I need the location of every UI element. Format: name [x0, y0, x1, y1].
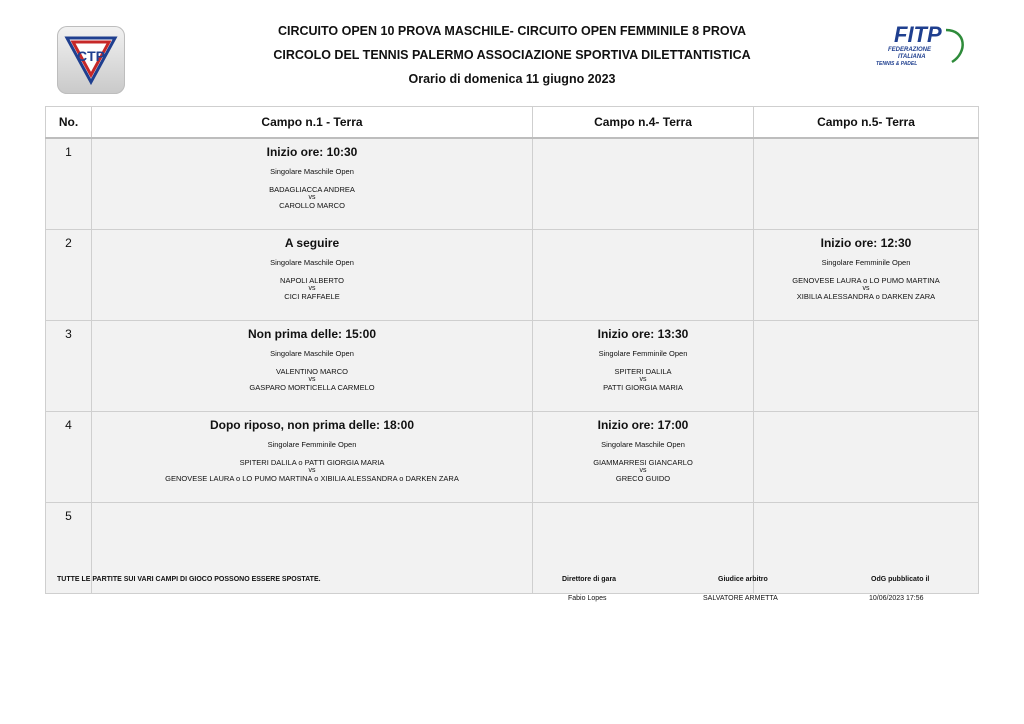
svg-text:ITALIANA: ITALIANA [898, 54, 926, 60]
row-number: 3 [46, 321, 92, 412]
fitp-logo [874, 22, 970, 72]
player-2: CICI RAFFAELE [284, 292, 340, 301]
svg-text:CTP: CTP [77, 48, 105, 64]
director-label: Direttore di gara [562, 576, 617, 583]
col-header-court5: Campo n.5- Terra [754, 107, 979, 139]
player-1: BADAGLIACCA ANDREA [269, 185, 355, 194]
versus: vs [308, 285, 316, 292]
published-label: OdG pubblicato il [871, 576, 930, 583]
svg-text:FEDERAZIONE: FEDERAZIONE [888, 47, 932, 53]
versus: vs [639, 376, 647, 383]
table-row [46, 321, 979, 412]
row-number: 4 [46, 412, 92, 503]
row-number: 5 [46, 503, 92, 594]
footer-note: TUTTE LE PARTITE SUI VARI CAMPI DI GIOCO POSSONO ESSERE SPOSTATE. [57, 576, 321, 583]
player-2: CAROLLO MARCO [279, 201, 345, 210]
match-category: Singolare Femminile Open [821, 258, 911, 267]
svg-text:FITP: FITP [894, 22, 942, 47]
table-row [46, 230, 979, 321]
table-row [46, 412, 979, 503]
empty-cell [754, 138, 979, 230]
versus: vs [639, 467, 647, 474]
player-1: NAPOLI ALBERTO [280, 276, 344, 285]
referee-label: Giudice arbitro [718, 576, 768, 583]
match-start: A seguire [284, 236, 340, 250]
player-2: GENOVESE LAURA o LO PUMO MARTINA o XIBILIA ALESSANDRA o DARKEN ZARA [165, 474, 459, 483]
match-category: Singolare Femminile Open [598, 349, 688, 358]
match-cell [92, 230, 533, 321]
match-start: Inizio ore: 10:30 [266, 145, 358, 159]
table-row [46, 138, 979, 230]
versus: vs [308, 467, 316, 474]
ctp-logo-icon [63, 32, 119, 88]
player-1: SPITERI DALILA o PATTI GIORGIA MARIA [239, 458, 385, 467]
match-category: Singolare Maschile Open [270, 258, 354, 267]
versus: vs [308, 376, 316, 383]
match-cell [533, 412, 754, 503]
match-cell [533, 321, 754, 412]
col-header-no: No. [46, 107, 92, 139]
match-start: Inizio ore: 12:30 [820, 236, 912, 250]
match-start: Non prima delle: 15:00 [247, 327, 377, 341]
player-2: GASPARO MORTICELLA CARMELO [249, 383, 375, 392]
versus: vs [862, 285, 870, 292]
empty-cell [754, 412, 979, 503]
empty-cell [533, 230, 754, 321]
row-number: 2 [46, 230, 92, 321]
match-cell [92, 138, 533, 230]
col-header-court4: Campo n.4- Terra [533, 107, 754, 139]
player-2: PATTI GIORGIA MARIA [603, 383, 683, 392]
table-header-row [46, 107, 979, 139]
ctp-logo [57, 26, 125, 94]
match-cell [92, 412, 533, 503]
versus: vs [308, 194, 316, 201]
match-category: Singolare Maschile Open [270, 167, 354, 176]
match-category: Singolare Maschile Open [601, 440, 685, 449]
empty-cell [754, 321, 979, 412]
player-1: SPITERI DALILA [614, 367, 672, 376]
title-line-1: CIRCUITO OPEN 10 PROVA MASCHILE- CIRCUITO OPEN FEMMINILE 8 PROVA [277, 24, 747, 38]
match-start: Inizio ore: 17:00 [597, 418, 689, 432]
schedule-date: Orario di domenica 11 giugno 2023 [408, 72, 616, 86]
match-start: Inizio ore: 13:30 [597, 327, 689, 341]
title-line-2: CIRCOLO DEL TENNIS PALERMO ASSOCIAZIONE SPORTIVA DILETTANTISTICA [273, 48, 751, 62]
empty-cell [754, 503, 979, 594]
schedule-table [45, 106, 979, 594]
match-category: Singolare Femminile Open [267, 440, 357, 449]
player-1: GENOVESE LAURA o LO PUMO MARTINA [792, 276, 940, 285]
director-value: Fabio Lopes [568, 595, 607, 602]
published-value: 10/06/2023 17:56 [869, 595, 924, 602]
referee-value: SALVATORE ARMETTA [703, 595, 778, 602]
empty-cell [533, 138, 754, 230]
match-category: Singolare Maschile Open [270, 349, 354, 358]
row-number: 1 [46, 138, 92, 230]
svg-text:TENNIS & PADEL: TENNIS & PADEL [876, 61, 918, 67]
player-2: XIBILIA ALESSANDRA o DARKEN ZARA [796, 292, 936, 301]
player-1: VALENTINO MARCO [276, 367, 348, 376]
col-header-court1: Campo n.1 - Terra [92, 107, 533, 139]
match-cell [92, 321, 533, 412]
player-1: GIAMMARRESI GIANCARLO [593, 458, 693, 467]
match-cell [754, 230, 979, 321]
player-2: GRECO GUIDO [615, 474, 671, 483]
match-start: Dopo riposo, non prima delle: 18:00 [209, 418, 415, 432]
